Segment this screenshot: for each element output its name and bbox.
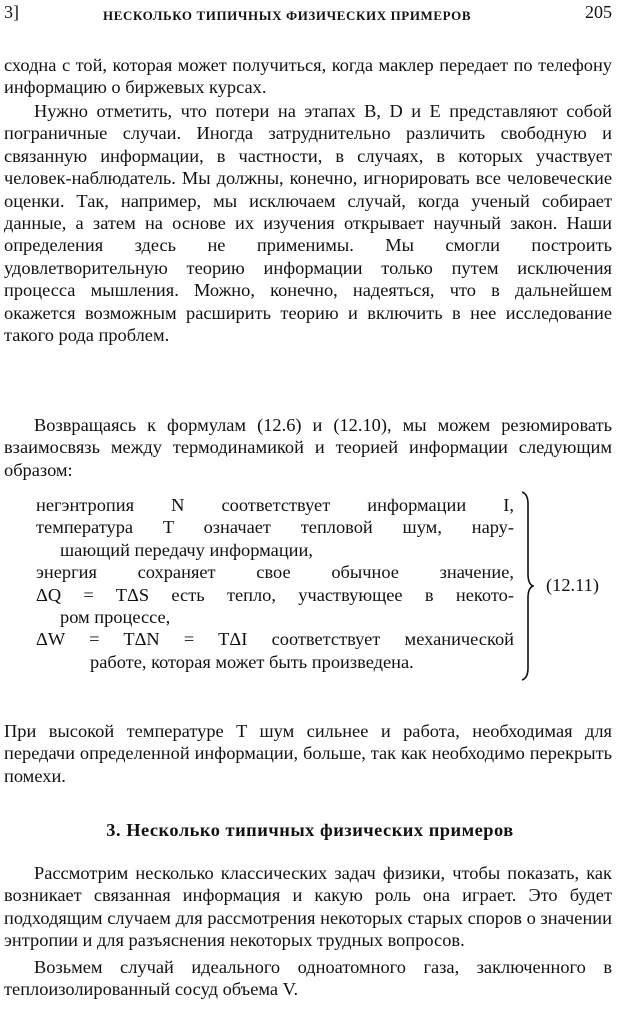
equation-number: (12.11) bbox=[546, 575, 599, 595]
formula-line: ΔW = TΔN = TΔI соответствует механической bbox=[36, 629, 514, 650]
formula-line: ром процессе, bbox=[60, 607, 171, 628]
formula-line: шающий передачу информации, bbox=[60, 539, 313, 560]
chapter-number: 3] bbox=[4, 2, 19, 22]
paragraph-thermodynamics-summary: Возвращаясь к формулам (12.6) и (12.10), мы можем резюмировать взаимосвязь между термодинамикой и теорией информации следующим образом: bbox=[4, 415, 612, 480]
formula-line: работе, которая может быть произведена. bbox=[90, 651, 414, 672]
paragraph-ideal-gas: Возьмем случай идеального одноатомного газа, заключенного в теплоизолированный сосуд объема V. bbox=[4, 957, 612, 1000]
formula-line: энергия сохраняет свое обычное значение, bbox=[36, 562, 514, 583]
formula-line: ΔQ = TΔS есть тепло, участвующее в некото- bbox=[36, 584, 514, 605]
page-number: 205 bbox=[585, 2, 612, 22]
running-header bbox=[0, 0, 620, 26]
formula-line: негэнтропия N соответствует информации I, bbox=[36, 495, 514, 515]
paragraph-continuation: сходна с той, которая может получиться, когда маклер передает по телефону информацию о биржевых курсах. bbox=[4, 55, 612, 98]
section-heading: 3. Несколько типичных физических примеров bbox=[106, 820, 514, 840]
running-title: НЕСКОЛЬКО ТИПИЧНЫХ ФИЗИЧЕСКИХ ПРИМЕРОВ bbox=[103, 8, 472, 23]
correspondence-formula bbox=[36, 494, 514, 673]
paragraph-boundary-cases: Нужно отметить, что потери на этапах B, D и E представляют собой пограничные случаи. Иногда затруднительно различить свободную и связанную информации, в частности, в случаях, в которых участвует человек-наблюдатель. Мы должны, конечно, игнорировать все человеческие оценки. Так, например, мы исключаем случай, когда ученый собирает данные, а затем на основе их изучения открывает научный закон. Наши определения здесь не применимы. Мы смогли построить удовлетворительную теорию информации только путем исключения процесса мышления. Можно, конечно, надеяться, что в дальнейшем окажется возможным расширить теорию и включить в нее исследование такого рода проблем. bbox=[4, 101, 612, 346]
paragraph-high-temperature: При высокой температуре T шум сильнее и работа, необходимая для передачи определенной информации, больше, так как необходимо перекрыть помехи. bbox=[4, 721, 612, 786]
formula-line: температура T означает тепловой шум, нару- bbox=[36, 517, 514, 538]
right-brace-icon bbox=[520, 490, 534, 682]
paragraph-classical-problems: Рассмотрим несколько классических задач физики, чтобы показать, как возникает связанная информация и какую роль она играет. Это будет подходящим случаем для рассмотрения некоторых старых споров о значении энтропии и для разъяснения некоторых трудных вопросов. bbox=[4, 863, 612, 951]
